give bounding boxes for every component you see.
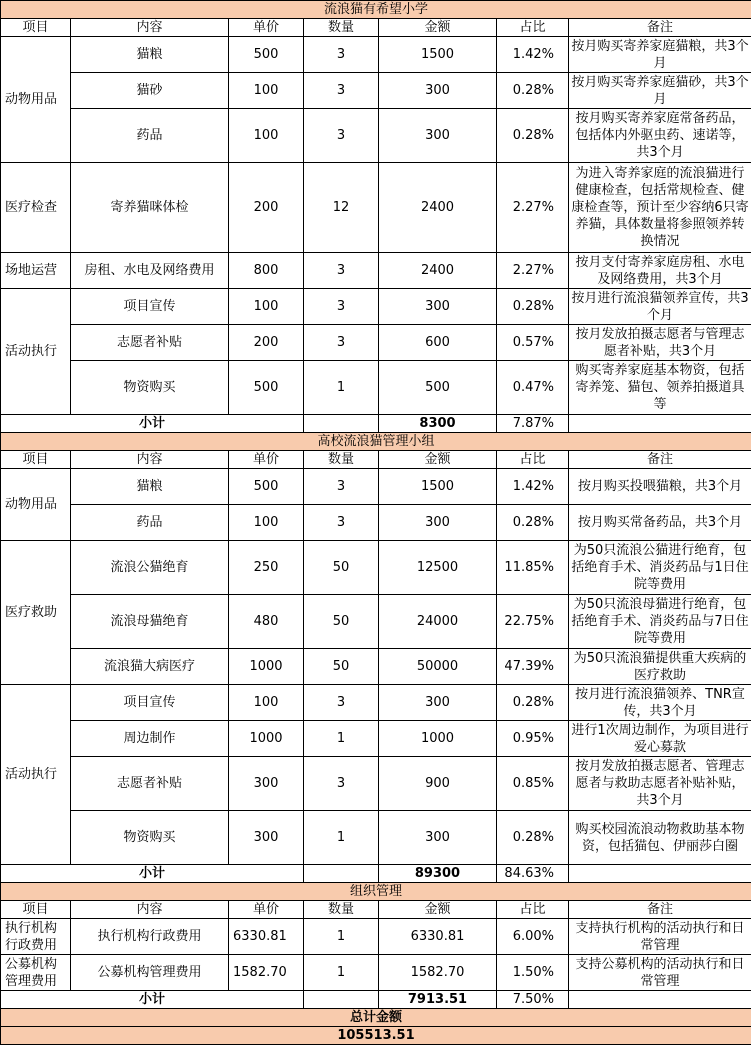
content-cell: 药品 [71,109,229,163]
qty-cell: 50 [304,649,379,685]
content-cell: 执行机构行政费用 [71,919,229,955]
header-price: 单价 [229,901,304,919]
content-cell: 周边制作 [71,721,229,757]
subtotal-note [569,415,751,433]
category-cell: 医疗救助 [1,541,71,685]
pct-cell: 0.28% [497,73,569,109]
subtotal-label: 小计 [1,991,304,1009]
price-cell: 500 [229,469,304,505]
pct-cell: 1.50% [497,955,569,991]
content-cell: 寄养猫咪体检 [71,163,229,253]
content-cell: 项目宣传 [71,685,229,721]
note-cell: 支持执行机构的活动执行和日常管理 [569,919,751,955]
price-cell: 200 [229,163,304,253]
pct-cell: 0.28% [497,685,569,721]
pct-cell: 47.39% [497,649,569,685]
qty-cell: 3 [304,325,379,361]
subtotal-row [1,991,751,1009]
table-row [1,253,751,289]
qty-cell: 50 [304,541,379,595]
subtotal-pct: 7.87% [497,415,569,433]
header-qty: 数量 [304,19,379,37]
amount-cell: 2400 [379,253,497,289]
amount-cell: 2400 [379,163,497,253]
category-cell: 活动执行 [1,289,71,415]
pct-cell: 1.42% [497,37,569,73]
table-row [1,955,751,991]
header-amount: 金额 [379,19,497,37]
note-cell: 按月购买投喂猫粮，共3个月 [569,469,751,505]
qty-cell: 1 [304,955,379,991]
total-amount: 105513.51 [1,1027,751,1045]
price-cell: 500 [229,361,304,415]
note-cell: 为50只流浪母猫进行绝育，包括绝育手术、消炎药品与7日住院等费用 [569,595,751,649]
header-content: 内容 [71,451,229,469]
pct-cell: 0.28% [497,811,569,865]
header-pct: 占比 [497,19,569,37]
pct-cell: 0.28% [497,109,569,163]
note-cell: 购买校园流浪动物救助基本物资，包括猫包、伊丽莎白圈 [569,811,751,865]
subtotal-pct: 7.50% [497,991,569,1009]
table-row [1,811,751,865]
amount-cell: 1582.70 [379,955,497,991]
price-cell: 100 [229,109,304,163]
pct-cell: 1.42% [497,469,569,505]
note-cell: 为50只流浪猫提供重大疾病的医疗救助 [569,649,751,685]
category-cell: 动物用品 [1,469,71,541]
pct-cell: 0.28% [497,505,569,541]
total-label: 总计金额 [1,1009,751,1027]
category-cell: 场地运营 [1,253,71,289]
price-cell: 1000 [229,649,304,685]
table-row [1,109,751,163]
qty-cell: 3 [304,73,379,109]
section-title: 流浪猫有希望小学 [1,1,751,19]
price-cell: 100 [229,73,304,109]
price-cell: 480 [229,595,304,649]
content-cell: 药品 [71,505,229,541]
header-content: 内容 [71,901,229,919]
amount-cell: 900 [379,757,497,811]
qty-cell: 1 [304,919,379,955]
subtotal-note [569,991,751,1009]
header-qty: 数量 [304,451,379,469]
note-cell: 为50只流浪公猫进行绝育，包括绝育手术、消炎药品与1日住院等费用 [569,541,751,595]
header-amount: 金额 [379,451,497,469]
header-item: 项目 [1,19,71,37]
subtotal-amount: 89300 [379,865,497,883]
price-cell: 200 [229,325,304,361]
table-row [1,73,751,109]
amount-cell: 1500 [379,469,497,505]
qty-cell: 3 [304,505,379,541]
header-item: 项目 [1,451,71,469]
note-cell: 购买寄养家庭基本物资，包括寄养笼、猫包、领养拍摄道具等 [569,361,751,415]
note-cell: 按月进行流浪猫领养、TNR宣传，共3个月 [569,685,751,721]
price-cell: 100 [229,685,304,721]
header-row [1,901,751,919]
pct-cell: 2.27% [497,163,569,253]
header-note: 备注 [569,451,751,469]
header-price: 单价 [229,19,304,37]
table-row [1,541,751,595]
content-cell: 志愿者补贴 [71,325,229,361]
qty-cell: 1 [304,361,379,415]
pct-cell: 0.47% [497,361,569,415]
price-cell: 1000 [229,721,304,757]
qty-cell: 3 [304,469,379,505]
amount-cell: 50000 [379,649,497,685]
category-cell: 医疗检查 [1,163,71,253]
table-row [1,325,751,361]
category-cell: 执行机构行政费用 [1,919,71,955]
note-cell: 支持公募机构的活动执行和日常管理 [569,955,751,991]
amount-cell: 300 [379,811,497,865]
header-row [1,19,751,37]
amount-cell: 300 [379,289,497,325]
note-cell: 按月发放拍摄志愿者、管理志愿者与救助志愿者补贴补贴，共3个月 [569,757,751,811]
amount-cell: 12500 [379,541,497,595]
amount-cell: 24000 [379,595,497,649]
section-title: 高校流浪猫管理小组 [1,433,751,451]
section-title: 组织管理 [1,883,751,901]
content-cell: 房租、水电及网络费用 [71,253,229,289]
content-cell: 猫砂 [71,73,229,109]
amount-cell: 300 [379,505,497,541]
header-note: 备注 [569,901,751,919]
subtotal-empty [304,865,379,883]
subtotal-pct: 84.63% [497,865,569,883]
note-cell: 按月进行流浪猫领养宣传，共3个月 [569,289,751,325]
category-cell: 动物用品 [1,37,71,163]
table-row [1,163,751,253]
note-cell: 按月发放拍摄志愿者与管理志愿者补贴，共3个月 [569,325,751,361]
subtotal-empty [304,415,379,433]
header-row [1,451,751,469]
amount-cell: 300 [379,109,497,163]
qty-cell: 3 [304,289,379,325]
pct-cell: 0.57% [497,325,569,361]
subtotal-label: 小计 [1,415,304,433]
header-content: 内容 [71,19,229,37]
table-row [1,37,751,73]
price-cell: 100 [229,289,304,325]
content-cell: 志愿者补贴 [71,757,229,811]
qty-cell: 12 [304,163,379,253]
table-row [1,505,751,541]
table-row [1,685,751,721]
table-row [1,721,751,757]
qty-cell: 1 [304,811,379,865]
table-row [1,757,751,811]
qty-cell: 50 [304,595,379,649]
header-pct: 占比 [497,901,569,919]
subtotal-amount: 8300 [379,415,497,433]
qty-cell: 1 [304,721,379,757]
header-price: 单价 [229,451,304,469]
table-row [1,649,751,685]
content-cell: 流浪母猫绝育 [71,595,229,649]
qty-cell: 3 [304,757,379,811]
content-cell: 物资购买 [71,361,229,415]
note-cell: 按月购买寄养家庭猫粮，共3个月 [569,37,751,73]
qty-cell: 3 [304,109,379,163]
pct-cell: 11.85% [497,541,569,595]
table-row [1,469,751,505]
header-note: 备注 [569,19,751,37]
price-cell: 1582.70 [229,955,304,991]
table-row [1,289,751,325]
note-cell: 进行1次周边制作，为项目进行爱心募款 [569,721,751,757]
amount-cell: 300 [379,73,497,109]
price-cell: 100 [229,505,304,541]
qty-cell: 3 [304,685,379,721]
pct-cell: 0.95% [497,721,569,757]
amount-cell: 600 [379,325,497,361]
content-cell: 物资购买 [71,811,229,865]
subtotal-row [1,865,751,883]
header-item: 项目 [1,901,71,919]
subtotal-row [1,415,751,433]
subtotal-empty [304,991,379,1009]
header-amount: 金额 [379,901,497,919]
subtotal-note [569,865,751,883]
price-cell: 6330.81 [229,919,304,955]
note-cell: 按月支付寄养家庭房租、水电及网络费用，共3个月 [569,253,751,289]
note-cell: 按月购买寄养家庭常备药品，包括体内外驱虫药、速诺等，共3个月 [569,109,751,163]
pct-cell: 0.85% [497,757,569,811]
content-cell: 公募机构管理费用 [71,955,229,991]
content-cell: 项目宣传 [71,289,229,325]
price-cell: 250 [229,541,304,595]
category-cell: 公募机构管理费用 [1,955,71,991]
content-cell: 流浪猫大病医疗 [71,649,229,685]
subtotal-amount: 7913.51 [379,991,497,1009]
pct-cell: 22.75% [497,595,569,649]
pct-cell: 2.27% [497,253,569,289]
amount-cell: 6330.81 [379,919,497,955]
price-cell: 800 [229,253,304,289]
header-qty: 数量 [304,901,379,919]
price-cell: 300 [229,811,304,865]
subtotal-label: 小计 [1,865,304,883]
note-cell: 按月购买常备药品，共3个月 [569,505,751,541]
table-row [1,919,751,955]
price-cell: 300 [229,757,304,811]
note-cell: 按月购买寄养家庭猫砂，共3个月 [569,73,751,109]
pct-cell: 6.00% [497,919,569,955]
content-cell: 猫粮 [71,37,229,73]
qty-cell: 3 [304,253,379,289]
amount-cell: 1000 [379,721,497,757]
category-cell: 活动执行 [1,685,71,865]
content-cell: 猫粮 [71,469,229,505]
qty-cell: 3 [304,37,379,73]
content-cell: 流浪公猫绝育 [71,541,229,595]
amount-cell: 500 [379,361,497,415]
price-cell: 500 [229,37,304,73]
table-row [1,361,751,415]
pct-cell: 0.28% [497,289,569,325]
table-row [1,595,751,649]
note-cell: 为进入寄养家庭的流浪猫进行健康检查，包括常规检查、健康检查等，预计至少容纳6只寄养猫，具体数量将参照领养转换情况 [569,163,751,253]
header-pct: 占比 [497,451,569,469]
amount-cell: 1500 [379,37,497,73]
amount-cell: 300 [379,685,497,721]
